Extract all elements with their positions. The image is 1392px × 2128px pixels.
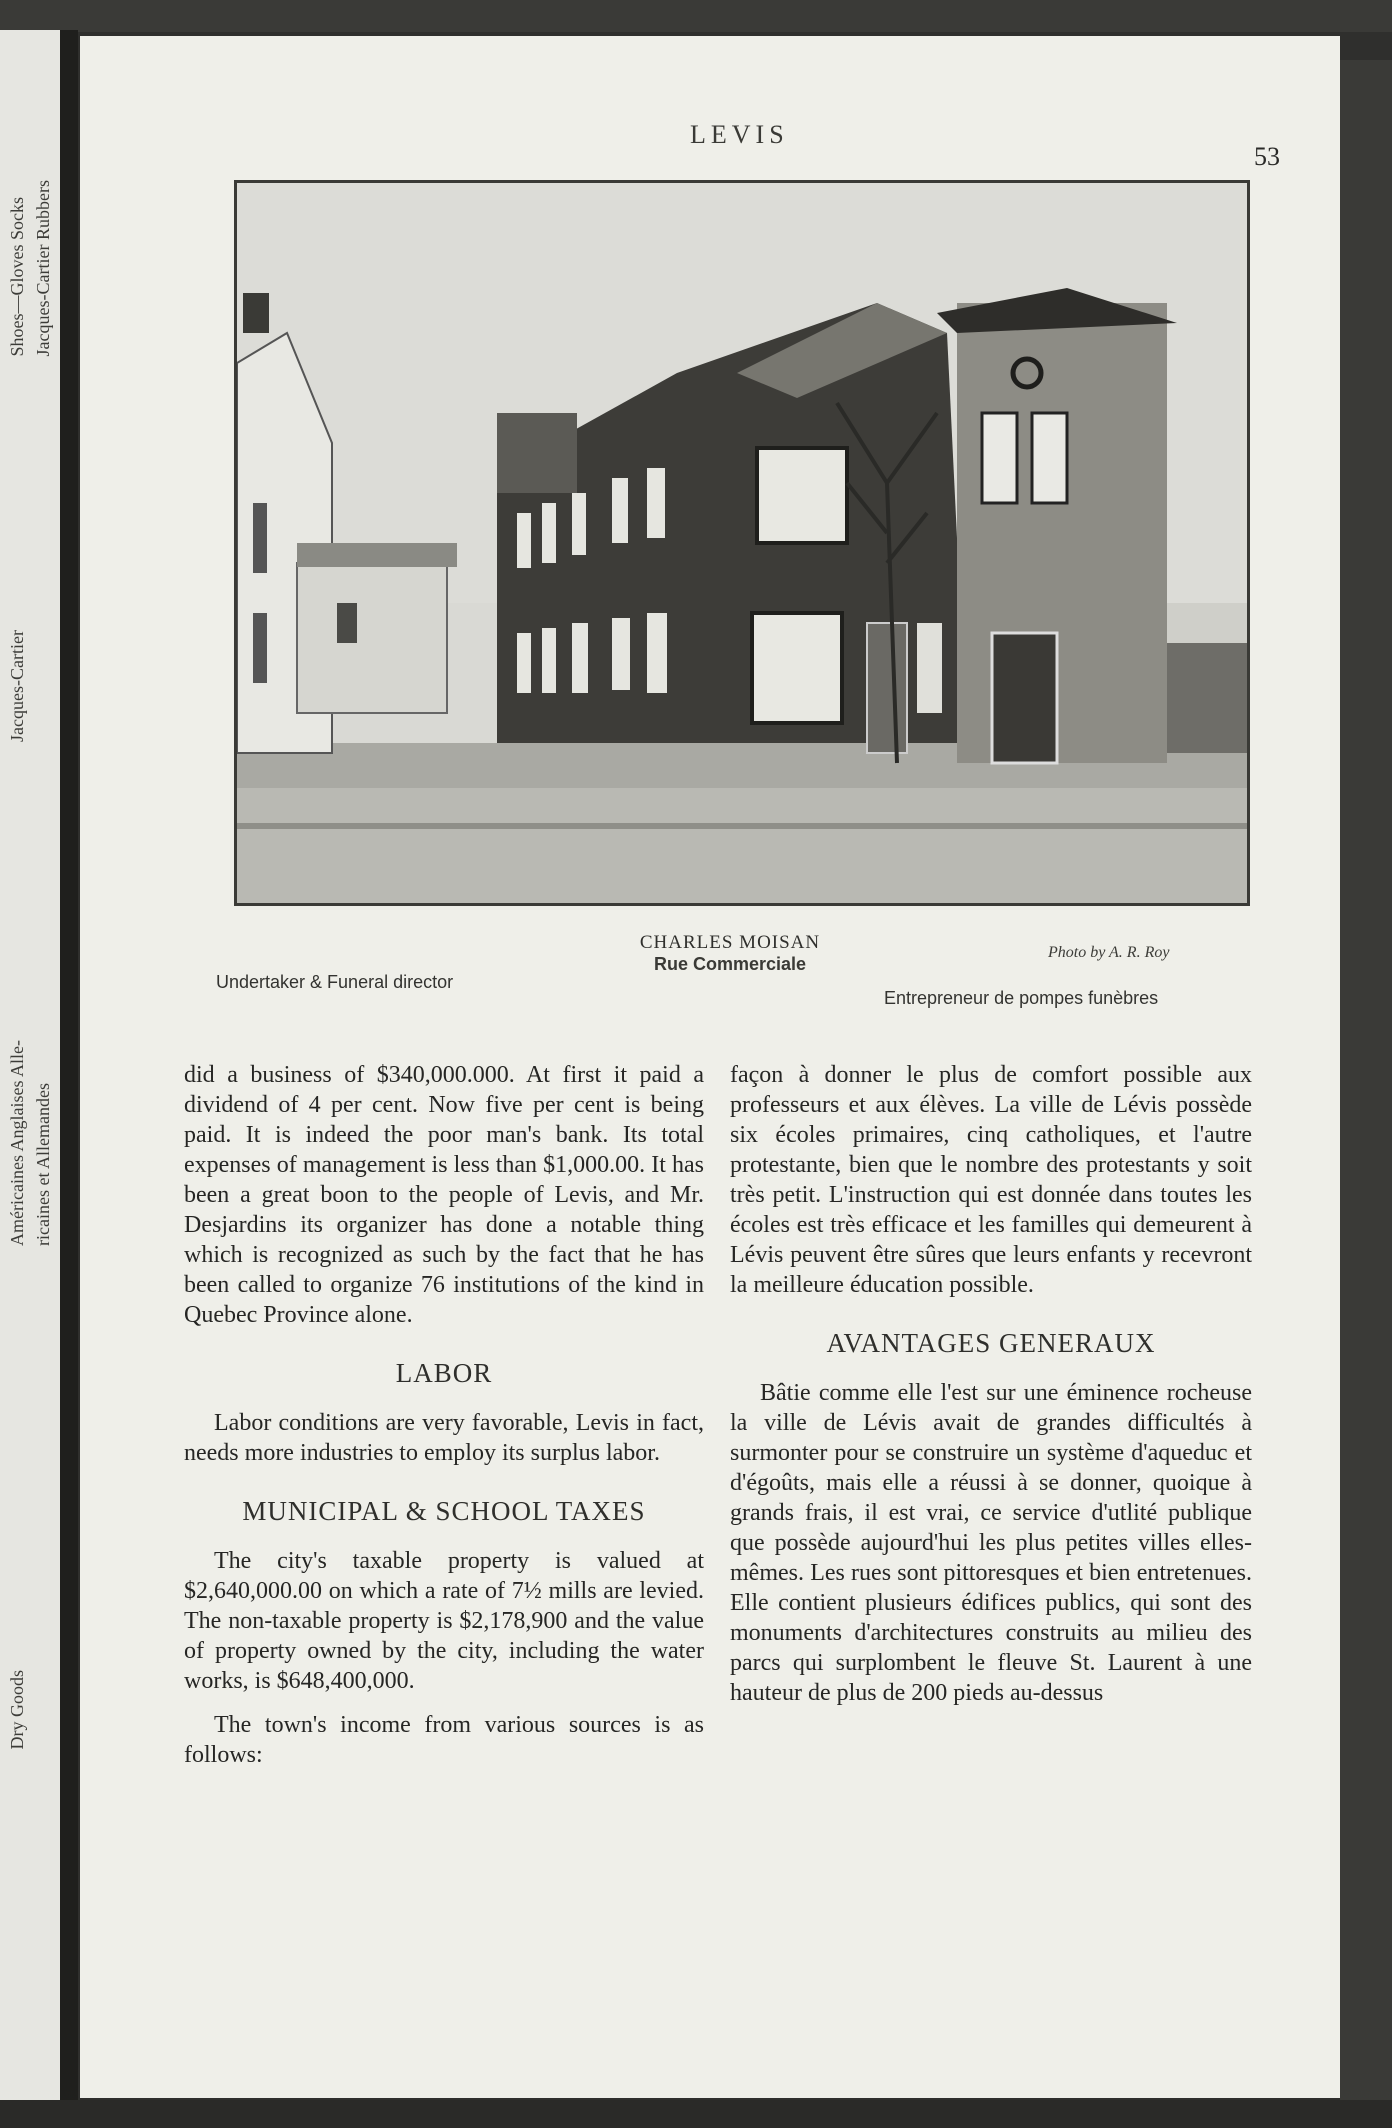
top-shadow <box>0 0 1392 32</box>
paragraph-labor: Labor conditions are very favorable, Levis in fact, needs more industries to employ its surplus labor. <box>184 1410 704 1466</box>
photo-caption-street: Rue Commerciale <box>653 954 807 974</box>
paragraph-avantages: Bâtie comme elle l'est sur une éminence rocheuse la ville de Lévis avait de grandes difficultés à surmonter pour se construire un système d'aqueduc et d'égoûts, mais elle a réussi à se donner, quoique à grands frais, il est vrai, ce service d'utlité publique que possède aujourd'hui les plus petites villes elles-mêmes. Les rues sont pittoresques et bien entretenues. Elle contient plusieurs édifices publics, qui sont des monuments d'architectures construits au milieu des parcs qui surplombent le fleuve St. Laurent à une hauteur de plus de 200 pieds au-dessus <box>730 1380 1252 1706</box>
photo-credit: Photo by A. R. Roy <box>1048 944 1170 961</box>
adjacent-page <box>0 30 78 2100</box>
paragraph-taxes: The city's taxable property is valued at $2,640,000.00 on which a rate of 7½ mills are levied. The non-taxable property is $2,178,900 and the value of property owned by the city, including the water works, is $648,400,000. <box>184 1548 704 1694</box>
running-head: LEVIS <box>690 120 789 149</box>
building-photo-drawing <box>237 183 1247 903</box>
heading-avantages: AVANTAGES GENERAUX <box>826 1328 1156 1358</box>
paragraph-schools: façon à donner le plus de comfort possible aux professeurs et aux élèves. La ville de Lévis possède six écoles primaires, cinq catholiques, et l'autre protestante, bien que le nombre des protestants y soit très petit. L'instruction qui est donnée dans toutes les écoles est très efficace et les familles qui demeurent à Lévis peuvent être sûres que leurs enfants y recevront la meilleure éducation possible. <box>730 1062 1252 1298</box>
page-edge-shadow <box>1340 60 1392 2100</box>
left-column <box>184 1060 704 1770</box>
right-column <box>730 1060 1252 1708</box>
photo-caption-french: Entrepreneur de pompes funèbres <box>884 988 1159 1008</box>
photo-caption-center <box>560 932 900 975</box>
side-label-drygoods: Dry Goods <box>7 1670 27 1750</box>
side-label-shoes: Shoes—Gloves Socks Jacques-Cartier Rubbers <box>7 180 53 357</box>
building-photo <box>234 180 1250 906</box>
heading-labor: LABOR <box>395 1358 493 1388</box>
heading-taxes: MUNICIPAL & SCHOOL TAXES <box>242 1496 646 1526</box>
photo-caption-name: CHARLES MOISAN <box>639 932 821 953</box>
bottom-shadow <box>0 2100 1392 2128</box>
paragraph-business: did a business of $340,000.000. At first it paid a dividend of 4 per cent. Now five per cent is being paid. It is indeed the poor man's bank. Its total expenses of management is less than $1,000.00. It has been a great boon to the people of Levis, and Mr. Desjardins its organizer has done a notable thing which is recognized as such by the fact that he has been called to organize 76 institutions of the kind in Quebec Province alone. <box>184 1062 704 1328</box>
paragraph-income: The town's income from various sources is as follows: <box>184 1712 704 1768</box>
photo-caption-english: Undertaker & Funeral director <box>216 972 454 992</box>
page-number: 53 <box>1254 142 1280 171</box>
side-label-jacques: Jacques-Cartier <box>7 630 27 742</box>
side-label-americaines: Américaines Anglaises Alle- ricaines et Allemandes <box>7 1040 53 1246</box>
book-spine <box>60 30 78 2100</box>
